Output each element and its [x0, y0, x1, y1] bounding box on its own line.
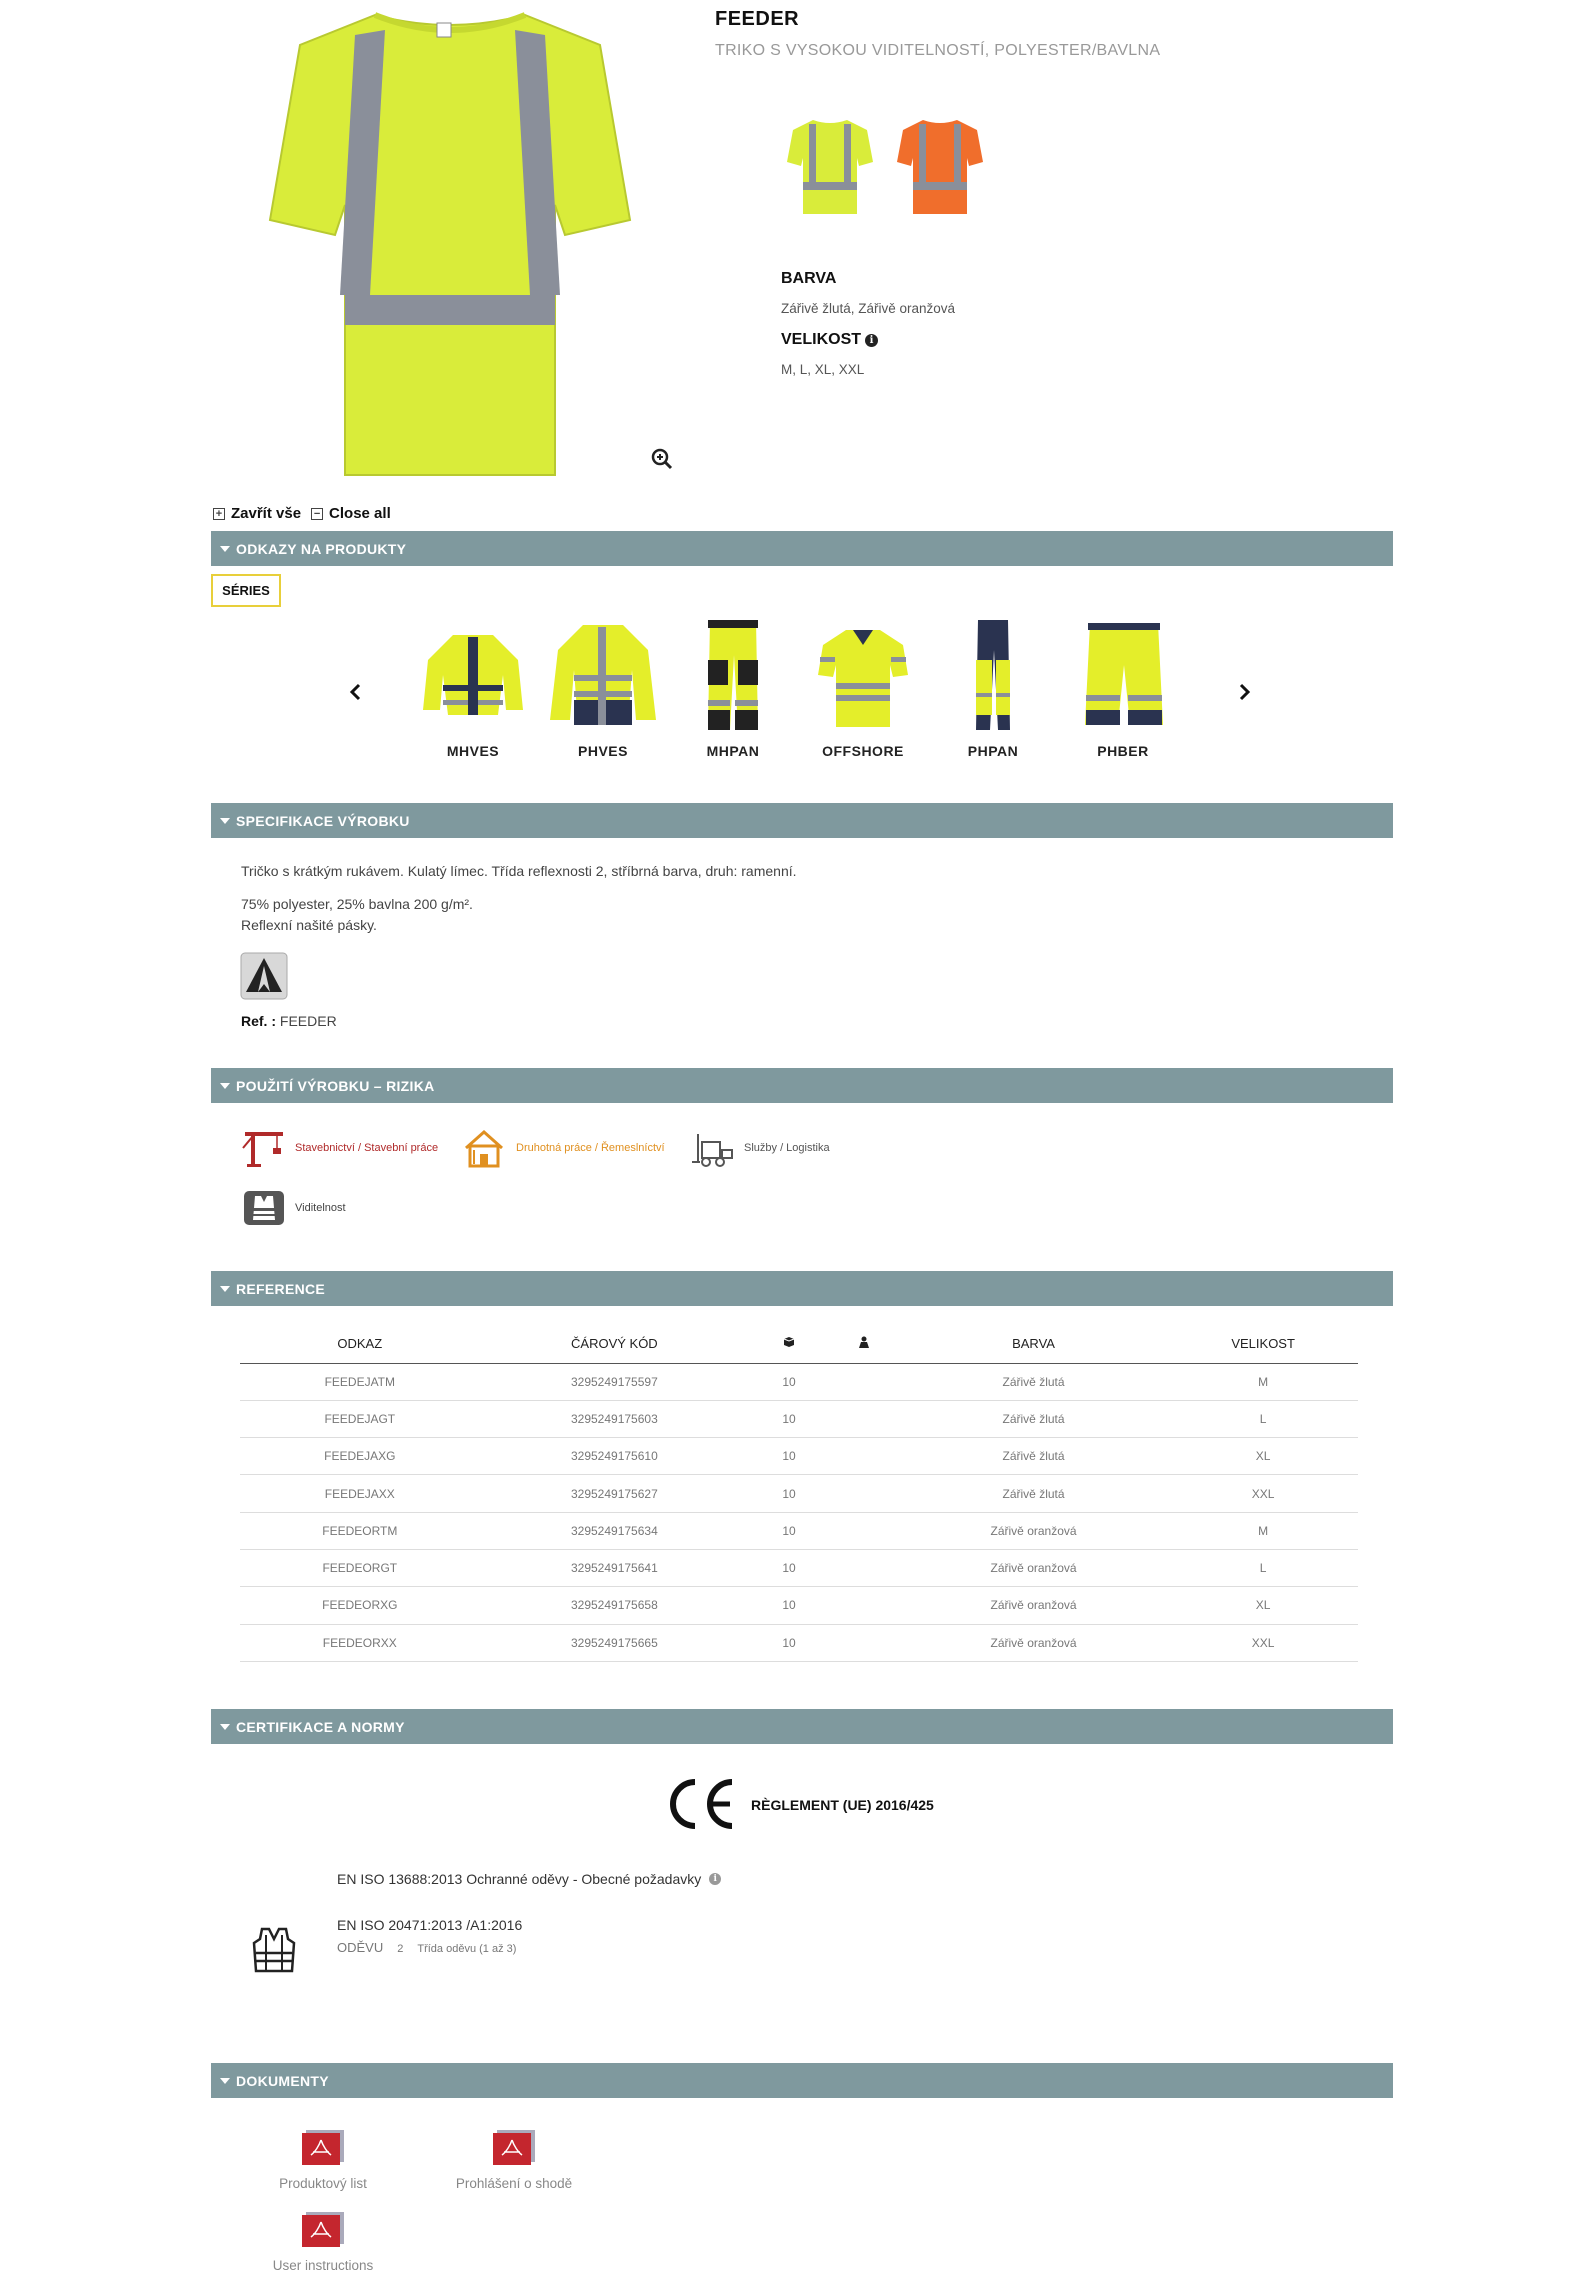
table-cell: 3295249175597	[480, 1363, 750, 1400]
hi-vis-vest-icon	[252, 1925, 296, 1975]
plus-icon: +	[213, 508, 225, 520]
caret-down-icon	[220, 2078, 230, 2084]
table-cell	[829, 1475, 899, 1512]
norm-20471: EN ISO 20471:2013 /A1:2016	[337, 1917, 523, 1933]
section-spec-header[interactable]	[211, 803, 1393, 838]
crane-icon	[241, 1128, 285, 1168]
doc-label: Produktový list	[279, 2176, 367, 2191]
table-row	[240, 1438, 1358, 1475]
swatch-yellow[interactable]	[785, 112, 875, 222]
table-cell	[829, 1549, 899, 1586]
caret-down-icon	[220, 818, 230, 824]
table-cell: Zářivě žlutá	[899, 1363, 1168, 1400]
table-cell: Zářivě žlutá	[899, 1438, 1168, 1475]
visibility-vest-icon	[243, 1190, 285, 1226]
caret-down-icon	[220, 546, 230, 552]
table-cell: 10	[749, 1587, 829, 1624]
table-cell: FEEDEJAXG	[240, 1438, 480, 1475]
usage-visibility	[243, 1190, 346, 1226]
table-row	[240, 1587, 1358, 1624]
carousel-item-mhves[interactable]	[413, 615, 533, 765]
caret-down-icon	[220, 1083, 230, 1089]
table-cell: FEEDEJAGT	[240, 1400, 480, 1437]
table-row	[240, 1549, 1358, 1586]
section-links-header[interactable]	[211, 531, 1393, 566]
pdf-icon	[300, 2210, 346, 2248]
zoom-icon[interactable]	[650, 447, 674, 471]
table-cell: Zářivě oranžová	[899, 1512, 1168, 1549]
carousel-label: MHVES	[446, 743, 500, 759]
table-cell: 10	[749, 1400, 829, 1437]
carousel-prev-icon[interactable]	[344, 680, 368, 704]
table-cell: Zářivě žlutá	[899, 1475, 1168, 1512]
size-heading: VELIKOST	[781, 331, 862, 348]
section-reference-title: REFERENCE	[236, 1280, 326, 1297]
info-icon[interactable]: i	[865, 334, 878, 347]
minus-icon: −	[311, 508, 323, 520]
person-icon	[858, 1336, 870, 1348]
expand-all-label: Zavřít vše	[231, 505, 302, 522]
norm-13688	[337, 1871, 721, 1887]
section-spec-title: SPECIFIKACE VÝROBKU	[236, 812, 410, 829]
table-header-row	[240, 1325, 1358, 1363]
table-row	[240, 1512, 1358, 1549]
col-header-barcode: ČÁROVÝ KÓD	[480, 1325, 750, 1363]
carousel-item-offshore[interactable]	[803, 615, 923, 765]
carousel-label: PHBER	[1097, 743, 1149, 759]
col-header-box	[749, 1325, 829, 1363]
col-header-color: BARVA	[899, 1325, 1168, 1363]
table-cell: XXL	[1168, 1624, 1358, 1661]
reference-table	[240, 1325, 1358, 1662]
table-cell: 3295249175610	[480, 1438, 750, 1475]
doc-declaration[interactable]	[434, 2128, 594, 2191]
carousel-item-mhpan[interactable]	[673, 615, 793, 765]
size-values: M, L, XL, XXL	[781, 362, 865, 377]
table-cell: 10	[749, 1549, 829, 1586]
carousel-item-phber[interactable]	[1063, 615, 1183, 765]
table-cell: FEEDEORGT	[240, 1549, 480, 1586]
table-cell	[829, 1400, 899, 1437]
section-cert-title: CERTIFIKACE A NORMY	[236, 1718, 405, 1735]
table-cell: Zářivě oranžová	[899, 1549, 1168, 1586]
color-values: Zářivě žlutá, Zářivě oranžová	[781, 301, 956, 316]
table-cell: 10	[749, 1475, 829, 1512]
table-cell: FEEDEORTM	[240, 1512, 480, 1549]
ref-label: Ref. :	[241, 1013, 276, 1029]
table-cell: 10	[749, 1438, 829, 1475]
spec-line-2: 75% polyester, 25% bavlna 200 g/m².	[241, 896, 473, 912]
usage-construction	[241, 1128, 438, 1168]
carousel-label: OFFSHORE	[822, 743, 904, 759]
carousel-item-phves[interactable]	[543, 615, 663, 765]
section-usage-title: POUŽITÍ VÝROBKU – RIZIKA	[236, 1077, 435, 1094]
info-icon[interactable]: i	[709, 1873, 721, 1885]
table-cell	[829, 1587, 899, 1624]
caret-down-icon	[220, 1286, 230, 1292]
table-cell	[829, 1438, 899, 1475]
table-cell: Zářivě oranžová	[899, 1624, 1168, 1661]
table-row	[240, 1624, 1358, 1661]
table-cell: L	[1168, 1400, 1358, 1437]
table-cell: 10	[749, 1512, 829, 1549]
table-cell: 3295249175665	[480, 1624, 750, 1661]
table-row	[240, 1475, 1358, 1512]
norm-20471-class	[337, 1940, 516, 1955]
table-cell: 3295249175603	[480, 1400, 750, 1437]
carousel-next-icon[interactable]	[1232, 680, 1256, 704]
carousel-label: PHPAN	[967, 743, 1019, 759]
section-cert-header[interactable]	[211, 1709, 1393, 1744]
delta-plus-logo-icon	[240, 952, 288, 1000]
regulation-label: RÈGLEMENT (UE) 2016/425	[751, 1797, 934, 1813]
spec-line-3: Reflexní našité pásky.	[241, 917, 377, 933]
ce-mark-icon	[662, 1776, 737, 1832]
class-label: ODĚVU	[337, 1940, 384, 1955]
usage-label: Viditelnost	[295, 1202, 346, 1214]
doc-product-sheet[interactable]	[243, 2128, 403, 2191]
table-cell: 3295249175641	[480, 1549, 750, 1586]
series-tab[interactable]: SÉRIES	[211, 574, 281, 607]
table-cell: 10	[749, 1624, 829, 1661]
carousel-label: MHPAN	[706, 743, 760, 759]
table-cell	[829, 1363, 899, 1400]
table-cell: FEEDEORXX	[240, 1624, 480, 1661]
usage-label: Služby / Logistika	[744, 1142, 830, 1154]
table-cell: XL	[1168, 1438, 1358, 1475]
box-icon	[783, 1336, 795, 1348]
class-value: 2	[397, 1943, 404, 1955]
close-all-label: Close all	[329, 505, 391, 522]
forklift-icon	[690, 1128, 734, 1168]
table-row	[240, 1363, 1358, 1400]
product-main-image[interactable]	[255, 5, 645, 480]
table-cell: L	[1168, 1549, 1358, 1586]
size-heading-wrap	[781, 331, 878, 349]
table-cell: 3295249175627	[480, 1475, 750, 1512]
color-heading: BARVA	[781, 270, 837, 287]
carousel-item-phpan[interactable]	[933, 615, 1053, 765]
spec-line-1: Tričko s krátkým rukávem. Kulatý límec. Třída reflexnosti 2, stříbrná barva, druh: ramenní.	[241, 863, 797, 879]
table-cell: Zářivě oranžová	[899, 1587, 1168, 1624]
class-desc: Třída oděvu (1 až 3)	[417, 1943, 517, 1955]
table-cell	[829, 1624, 899, 1661]
table-cell: M	[1168, 1512, 1358, 1549]
doc-label: User instructions	[272, 2258, 374, 2273]
table-cell: M	[1168, 1363, 1358, 1400]
spec-reference	[241, 1013, 337, 1029]
section-docs-header[interactable]	[211, 2063, 1393, 2098]
table-cell: Zářivě žlutá	[899, 1400, 1168, 1437]
section-docs-title: DOKUMENTY	[236, 2072, 329, 2089]
section-links-title: ODKAZY NA PRODUKTY	[236, 540, 407, 557]
table-cell: XL	[1168, 1587, 1358, 1624]
caret-down-icon	[220, 1724, 230, 1730]
table-cell: 10	[749, 1363, 829, 1400]
usage-label: Stavebnictví / Stavební práce	[295, 1142, 439, 1154]
usage-label: Druhotná práce / Řemeslníctví	[516, 1142, 665, 1154]
table-cell: 3295249175658	[480, 1587, 750, 1624]
expand-all-toggle[interactable]	[213, 505, 301, 522]
table-cell: FEEDEJAXX	[240, 1475, 480, 1512]
swatch-orange[interactable]	[895, 112, 985, 222]
ref-value: FEEDER	[279, 1013, 337, 1029]
norm-13688-label: EN ISO 13688:2013 Ochranné oděvy - Obecné požadavky	[337, 1871, 702, 1887]
close-all-toggle[interactable]	[311, 505, 391, 522]
table-cell	[829, 1512, 899, 1549]
usage-logistics	[690, 1128, 830, 1168]
section-reference-header[interactable]	[211, 1271, 1393, 1306]
usage-crafts	[462, 1128, 665, 1168]
toggle-row	[213, 505, 391, 522]
pdf-icon	[300, 2128, 346, 2166]
table-cell: 3295249175634	[480, 1512, 750, 1549]
section-usage-header[interactable]	[211, 1068, 1393, 1103]
carousel-label: PHVES	[578, 743, 628, 759]
col-header-size: VELIKOST	[1168, 1325, 1358, 1363]
product-title: FEEDER	[715, 8, 800, 30]
table-cell: FEEDEJATM	[240, 1363, 480, 1400]
table-cell: XXL	[1168, 1475, 1358, 1512]
pdf-icon	[491, 2128, 537, 2166]
table-row	[240, 1400, 1358, 1437]
doc-user-instructions[interactable]	[243, 2210, 403, 2273]
col-header-ref: ODKAZ	[240, 1325, 480, 1363]
table-cell: FEEDEORXG	[240, 1587, 480, 1624]
house-icon	[462, 1128, 506, 1168]
product-subtitle: TRIKO S VYSOKOU VIDITELNOSTÍ, POLYESTER/BAVLNA	[715, 42, 1161, 59]
doc-label: Prohlášení o shodě	[455, 2176, 573, 2191]
col-header-person	[829, 1325, 899, 1363]
